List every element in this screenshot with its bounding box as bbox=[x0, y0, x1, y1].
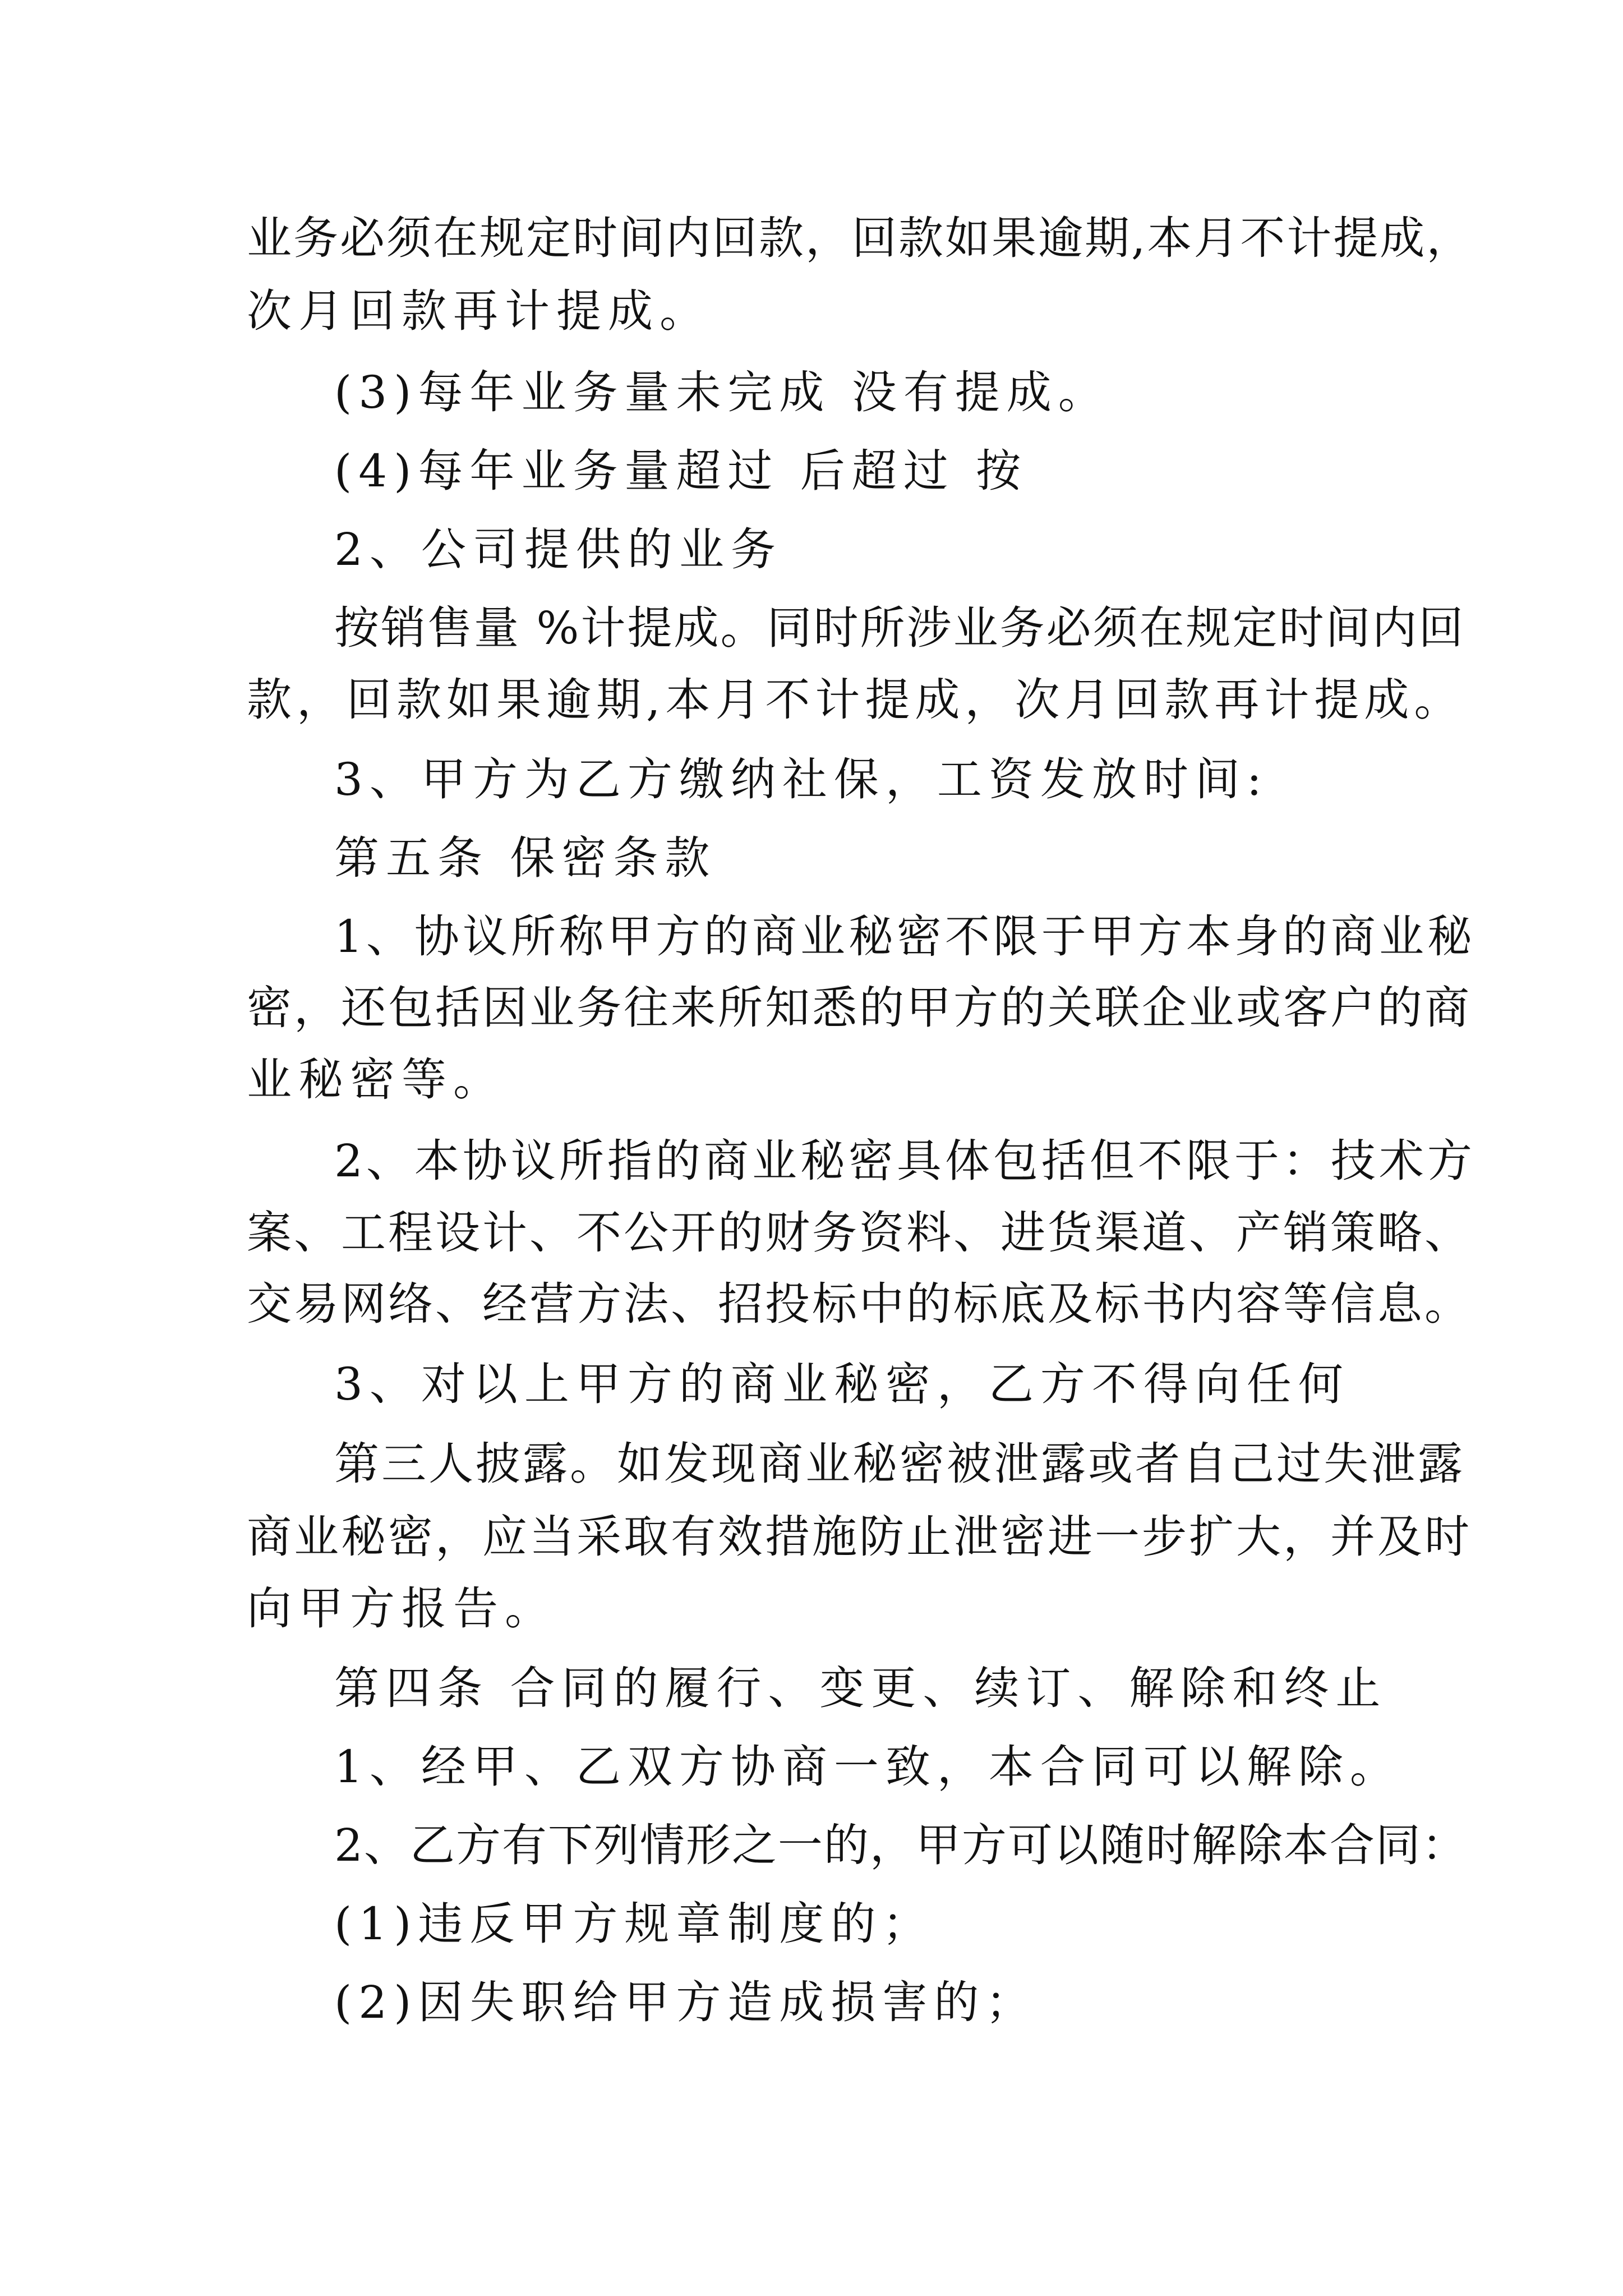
text-line: 2、本协议所指的商业秘密具体包括但不限于：技术方 bbox=[334, 1135, 1476, 1187]
section-heading: 第四条 合同的履行、变更、续订、解除和终止 bbox=[334, 1662, 1387, 1714]
text-line: (1)违反甲方规章制度的； bbox=[334, 1898, 934, 1950]
text-line: (3)每年业务量未完成 没有提成。 bbox=[334, 366, 1110, 418]
text-line: 密，还包括因业务往来所知悉的甲方的关联企业或客户的商 bbox=[247, 982, 1472, 1034]
text-line: 3、对以上甲方的商业秘密，乙方不得向任何 bbox=[334, 1358, 1350, 1410]
text-line: 业务必须在规定时间内回款，回款如果逾期,本月不计提成， bbox=[247, 212, 1473, 264]
text-line: (4)每年业务量超过 后超过 按 bbox=[334, 445, 1028, 497]
text-line: 2、乙方有下列情形之一的，甲方可以随时解除本合同： bbox=[334, 1819, 1468, 1871]
text-line: 交易网络、经营方法、招投标中的标底及标书内容等信息。 bbox=[247, 1278, 1472, 1330]
text-line: 业秘密等。 bbox=[247, 1053, 505, 1106]
text-line: 次月回款再计提成。 bbox=[247, 285, 711, 337]
section-heading: 第五条 保密条款 bbox=[334, 832, 717, 884]
text-line: (2)因失职给甲方造成损害的； bbox=[334, 1976, 1038, 2028]
text-line: 按销售量 %计提成。同时所涉业务必须在规定时间内回 bbox=[334, 602, 1465, 654]
text-line: 向甲方报告。 bbox=[247, 1582, 556, 1635]
text-line: 1、经甲、乙双方协商一致，本合同可以解除。 bbox=[334, 1741, 1401, 1793]
text-line: 第三人披露。如发现商业秘密被泄露或者自己过失泄露 bbox=[334, 1438, 1465, 1490]
text-line: 2、公司提供的业务 bbox=[334, 523, 782, 576]
text-line: 案、工程设计、不公开的财务资料、进货渠道、产销策略、 bbox=[247, 1207, 1472, 1259]
text-line: 款，回款如果逾期,本月不计提成，次月回款再计提成。 bbox=[247, 674, 1464, 726]
text-line: 商业秘密，应当采取有效措施防止泄密进一步扩大，并及时 bbox=[247, 1511, 1472, 1563]
text-line: 1、协议所称甲方的商业秘密不限于甲方本身的商业秘 bbox=[334, 910, 1476, 963]
text-line: 3、甲方为乙方缴纳社保，工资发放时间: bbox=[334, 753, 1269, 806]
